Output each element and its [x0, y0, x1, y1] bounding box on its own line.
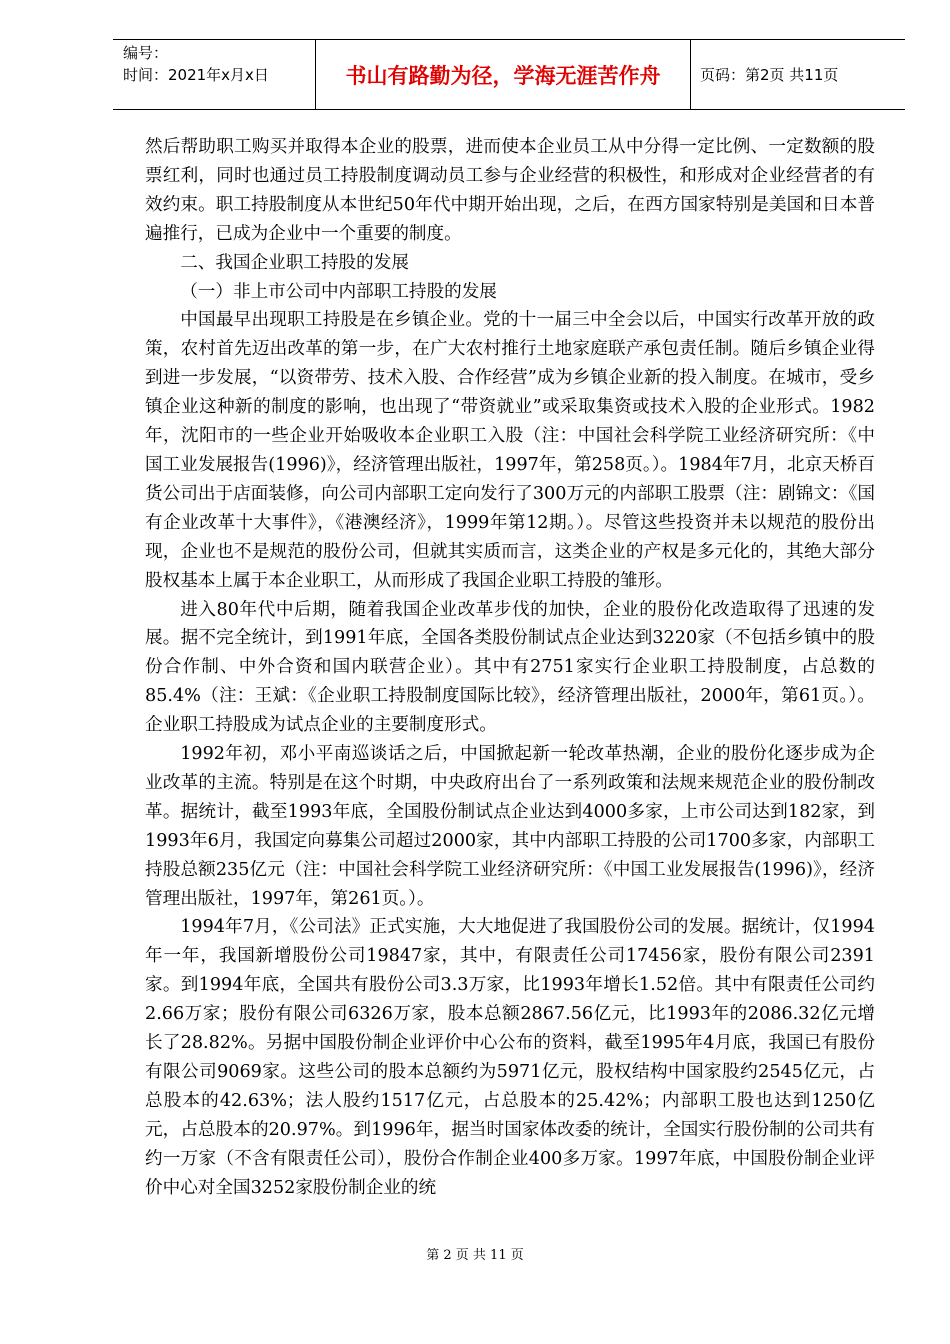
- number-label: 编号：: [123, 44, 169, 62]
- paragraph: 进入80年代中后期，随着我国企业改革步伐的加快，企业的股份化改造取得了迅速的发展。据不完全统计，到1991年底，全国各类股份制试点企业达到3220家（不包括乡镇中的股份合作制、中外合资和国内联营企业）。其中有2751家实行企业职工持股制度，占总数的85.4%（注：王斌：《企业职工持股制度国际比较》，经济管理出版社，2000年，第61页。）。企业职工持股成为试点企业的主要制度形式。: [145, 599, 875, 736]
- paragraph: 1994年7月，《公司法》正式实施，大大地促进了我国股份公司的发展。据统计，仅1994年一年，我国新增股份公司19847家，其中，有限责任公司17456家，股份有限公司2391家。到1994年底，全国共有股份公司3.3万家，比1993年增长1.52倍。其中有限责任公司约2.66万家；股份有限公司6326万家，股本总额2867.56亿元，比1993年的2086.32亿元增长了28.82%。另据中国股份制企业评价中心公布的资料，截至1995年4月底，我国已有股份有限公司9069家。这些公司的股本总额约为5971亿元，股权结构中国家股约2545亿元，占总股本的42.63%；法人股约1517亿元，占总股本的25.42%；内部职工股也达到1250亿元，占总股本的20.97%。到1996年，据当时国家体改委的统计，全国实行股份制的公司共有约一万家（不含有限责任公司），股份合作制企业400多万家。1997年底，中国股份制企业评价中心对全国3252家股份制企业的统: [145, 917, 875, 1198]
- header-page-info: 页码：第2页 共11页: [700, 66, 839, 84]
- time-label: 时间：2021年x月x日: [123, 66, 269, 84]
- paragraph: 中国最早出现职工持股是在乡镇企业。党的十一届三中全会以后，中国实行改革开放的政策，农村首先迈出改革的第一步，在广大农村推行土地家庭联产承包责任制。随后乡镇企业得到进一步发展，“以资带劳、技术入股、合作经营”成为乡镇企业新的投入制度。在城市，受乡镇企业这种新的制度的影响，也出现了“带资就业”或采取集资或技术入股的企业形式。1982年，沈阳市的一些企业开始吸收本企业职工入股（注：中国社会科学院工业经济研究所：《中国工业发展报告(1996)》，经济管理出版社，1997年，第258页。）。1984年7月，北京天桥百货公司出于店面装修，向公司内部职工定向发行了300万元的内部职工股票（注：剧锦文：《国有企业改革十大事件》，《港澳经济》，1999年第12期。）。尽管这些投资并未以规范的股份出现，企业也不是规范的股份公司，但就其实质而言，这类企业的产权是多元化的，其绝大部分股权基本上属于本企业职工，从而形成了我国企业职工持股的雏形。: [145, 310, 875, 591]
- document-body: [145, 133, 875, 1203]
- header-meta: [113, 40, 315, 109]
- page-header: [113, 39, 905, 110]
- page-footer: 第 2 页 共 11 页: [426, 1248, 524, 1263]
- subsection-heading: （一）非上市公司中内部职工持股的发展: [180, 281, 497, 302]
- paragraph-continued: 然后帮助职工购买并取得本企业的股票，进而使本企业员工从中分得一定比例、一定数额的股票红利，同时也通过员工持股制度调动员工参与企业经营的积极性，和形成对企业经营者的有效约束。职工持股制度从本世纪50年代中期开始出现，之后，在西方国家特别是美国和日本普遍推行，已成为企业中一个重要的制度。: [145, 137, 875, 244]
- header-motto: 书山有路勤为径，学海无涯苦作舟: [315, 40, 691, 109]
- paragraph: 1992年初，邓小平南巡谈话之后，中国掀起新一轮改革热潮，企业的股份化逐步成为企业改革的主流。特别是在这个时期，中央政府出台了一系列政策和法规来规范企业的股份制改革。据统计，截至1993年底，全国股份制试点企业达到4000多家，上市公司达到182家，到1993年6月，我国定向募集公司超过2000家，其中内部职工持股的公司1700多家，内部职工持股总额235亿元（注：中国社会科学院工业经济研究所：《中国工业发展报告(1996)》，经济管理出版社，1997年，第261页。）。: [145, 744, 875, 909]
- section-heading: 二、我国企业职工持股的发展: [180, 252, 409, 273]
